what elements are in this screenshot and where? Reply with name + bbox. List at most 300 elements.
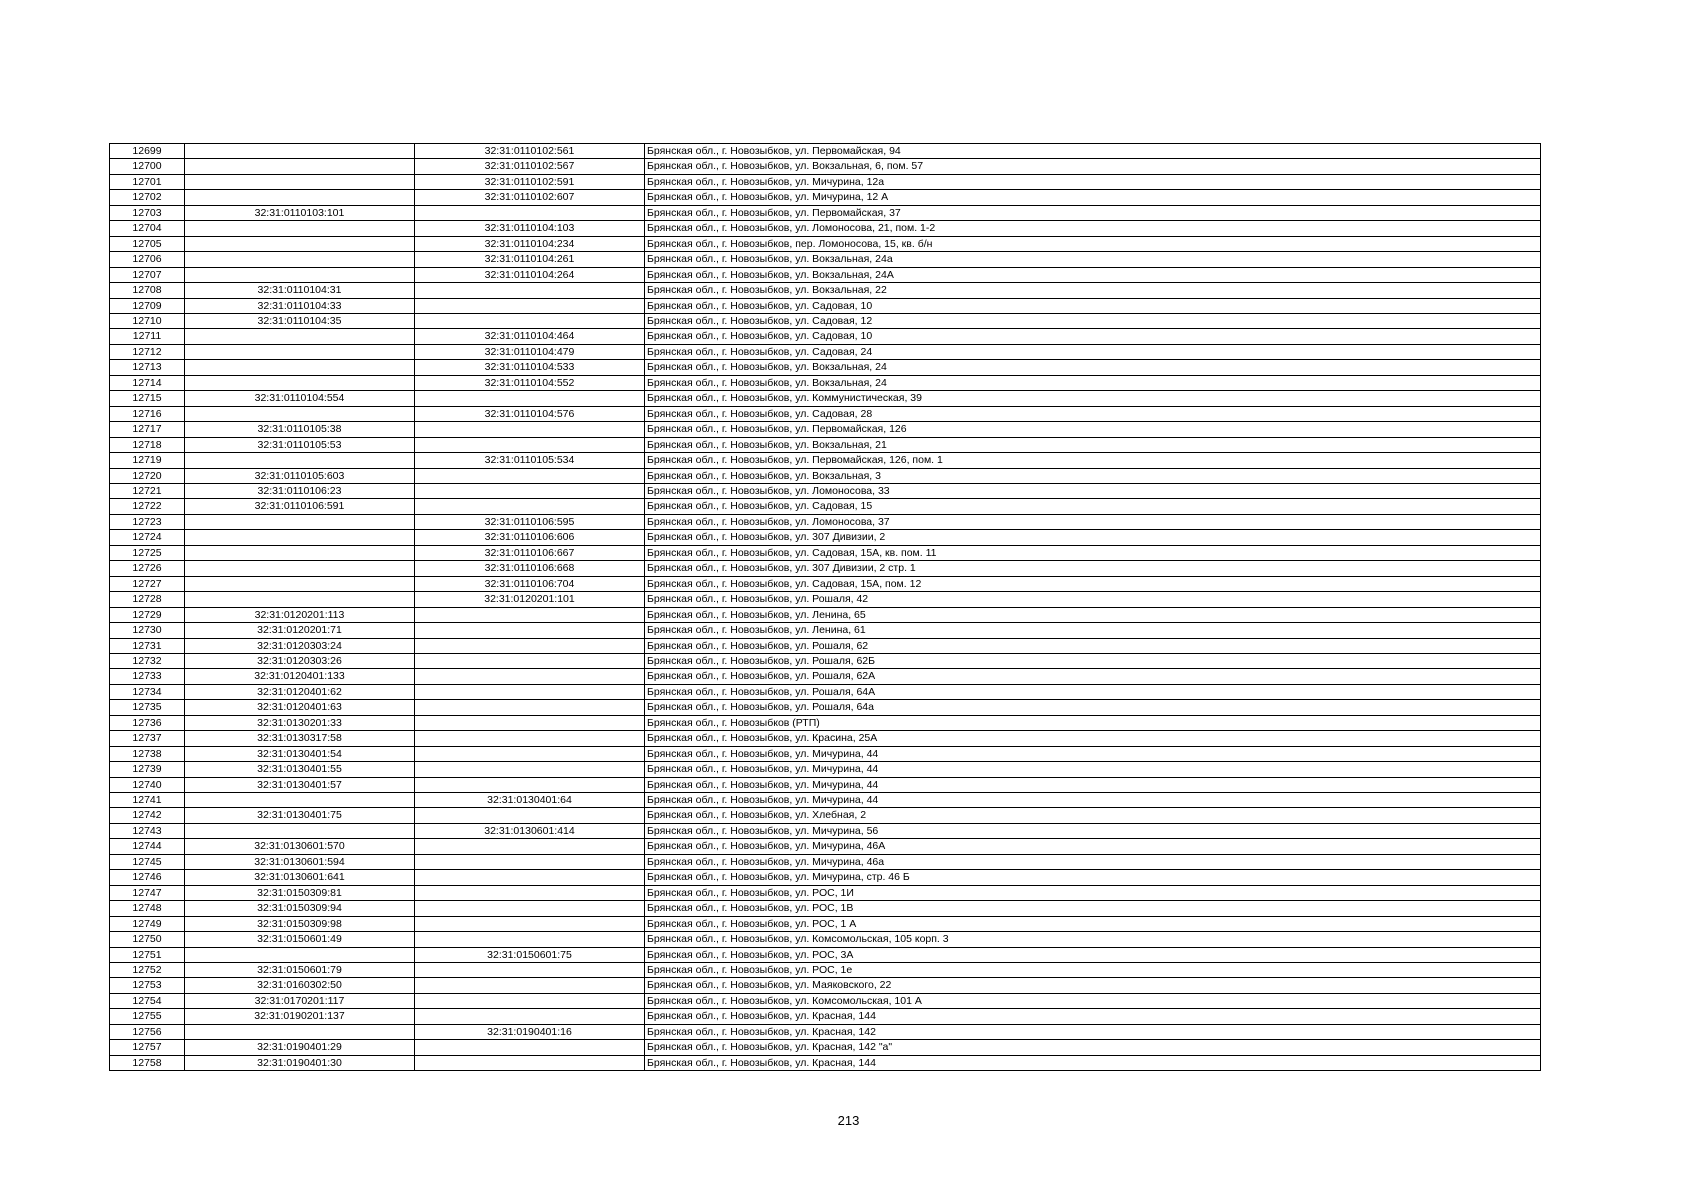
cadastral-number-alt-cell: 32:31:0110104:261 xyxy=(415,252,645,267)
address-cell: Брянская обл., г. Новозыбков, ул. Садовая, 24 xyxy=(645,344,1541,359)
table-row xyxy=(110,885,1541,900)
row-number-cell: 12751 xyxy=(110,947,185,962)
address-cell: Брянская обл., г. Новозыбков, ул. Садовая, 15А, кв. пом. 11 xyxy=(645,545,1541,560)
cadastral-number-alt-cell: 32:31:0110102:561 xyxy=(415,144,645,159)
table-row xyxy=(110,267,1541,282)
table-row xyxy=(110,793,1541,808)
cadastral-number-cell xyxy=(185,329,415,344)
row-number-cell: 12746 xyxy=(110,870,185,885)
address-cell: Брянская обл., г. Новозыбков (РТП) xyxy=(645,715,1541,730)
cadastral-number-alt-cell: 32:31:0110104:552 xyxy=(415,375,645,390)
table-row xyxy=(110,453,1541,468)
row-number-cell: 12704 xyxy=(110,221,185,236)
cadastral-number-alt-cell xyxy=(415,1009,645,1024)
address-cell: Брянская обл., г. Новозыбков, ул. Садовая, 28 xyxy=(645,406,1541,421)
row-number-cell: 12757 xyxy=(110,1040,185,1055)
table-row xyxy=(110,1055,1541,1070)
table-row xyxy=(110,715,1541,730)
address-cell: Брянская обл., г. Новозыбков, ул. Первомайская, 94 xyxy=(645,144,1541,159)
cadastral-number-alt-cell: 32:31:0110104:464 xyxy=(415,329,645,344)
cadastral-number-cell: 32:31:0110104:31 xyxy=(185,283,415,298)
address-cell: Брянская обл., г. Новозыбков, ул. Вокзальная, 24 xyxy=(645,375,1541,390)
address-cell: Брянская обл., г. Новозыбков, ул. Первомайская, 126, пом. 1 xyxy=(645,453,1541,468)
table-row xyxy=(110,684,1541,699)
cadastral-number-cell: 32:31:0120401:62 xyxy=(185,684,415,699)
address-cell: Брянская обл., г. Новозыбков, ул. Мичурина, 46а xyxy=(645,854,1541,869)
row-number-cell: 12726 xyxy=(110,561,185,576)
address-cell: Брянская обл., г. Новозыбков, ул. Мичурина, 44 xyxy=(645,777,1541,792)
address-cell: Брянская обл., г. Новозыбков, ул. Красная, 144 xyxy=(645,1055,1541,1070)
cadastral-number-alt-cell: 32:31:0110104:533 xyxy=(415,360,645,375)
address-cell: Брянская обл., г. Новозыбков, ул. Красная, 142 "а" xyxy=(645,1040,1541,1055)
cadastral-number-alt-cell xyxy=(415,283,645,298)
address-cell: Брянская обл., г. Новозыбков, ул. Мичурина, 44 xyxy=(645,793,1541,808)
address-cell: Брянская обл., г. Новозыбков, ул. Мичурина, 12 А xyxy=(645,190,1541,205)
row-number-cell: 12714 xyxy=(110,375,185,390)
address-cell: Брянская обл., г. Новозыбков, ул. Красная, 144 xyxy=(645,1009,1541,1024)
row-number-cell: 12707 xyxy=(110,267,185,282)
address-cell: Брянская обл., г. Новозыбков, ул. РОС, 1е xyxy=(645,963,1541,978)
cadastral-number-cell xyxy=(185,576,415,591)
address-cell: Брянская обл., г. Новозыбков, ул. Ломоносова, 33 xyxy=(645,483,1541,498)
table-row xyxy=(110,159,1541,174)
cadastral-number-cell: 32:31:0120401:63 xyxy=(185,700,415,715)
row-number-cell: 12705 xyxy=(110,236,185,251)
table-row xyxy=(110,576,1541,591)
table-row xyxy=(110,205,1541,220)
cadastral-number-cell: 32:31:0130401:54 xyxy=(185,746,415,761)
cadastral-number-alt-cell xyxy=(415,700,645,715)
table-row xyxy=(110,993,1541,1008)
address-cell: Брянская обл., г. Новозыбков, ул. Мичурина, 56 xyxy=(645,823,1541,838)
cadastral-number-cell: 32:31:0150309:98 xyxy=(185,916,415,931)
table-row xyxy=(110,298,1541,313)
cadastral-number-alt-cell xyxy=(415,731,645,746)
row-number-cell: 12702 xyxy=(110,190,185,205)
cadastral-number-cell xyxy=(185,793,415,808)
address-cell: Брянская обл., г. Новозыбков, ул. Рошаля, 42 xyxy=(645,592,1541,607)
cadastral-number-cell: 32:31:0110105:38 xyxy=(185,422,415,437)
cadastral-number-alt-cell xyxy=(415,870,645,885)
row-number-cell: 12749 xyxy=(110,916,185,931)
cadastral-number-cell: 32:31:0160302:50 xyxy=(185,978,415,993)
cadastral-number-alt-cell xyxy=(415,885,645,900)
table-row xyxy=(110,174,1541,189)
cadastral-number-alt-cell xyxy=(415,422,645,437)
row-number-cell: 12711 xyxy=(110,329,185,344)
row-number-cell: 12724 xyxy=(110,530,185,545)
table-row xyxy=(110,592,1541,607)
cadastral-number-cell: 32:31:0130401:75 xyxy=(185,808,415,823)
cadastral-number-cell: 32:31:0130401:57 xyxy=(185,777,415,792)
row-number-cell: 12727 xyxy=(110,576,185,591)
cadastral-number-alt-cell xyxy=(415,468,645,483)
row-number-cell: 12738 xyxy=(110,746,185,761)
row-number-cell: 12742 xyxy=(110,808,185,823)
address-cell: Брянская обл., г. Новозыбков, ул. Мичурина, 44 xyxy=(645,762,1541,777)
table-row xyxy=(110,901,1541,916)
row-number-cell: 12720 xyxy=(110,468,185,483)
address-cell: Брянская обл., г. Новозыбков, ул. Садовая, 15 xyxy=(645,499,1541,514)
cadastral-number-alt-cell xyxy=(415,854,645,869)
table-row xyxy=(110,1024,1541,1039)
table-row xyxy=(110,947,1541,962)
row-number-cell: 12743 xyxy=(110,823,185,838)
cadastral-number-cell xyxy=(185,221,415,236)
row-number-cell: 12754 xyxy=(110,993,185,1008)
cadastral-number-alt-cell: 32:31:0190401:16 xyxy=(415,1024,645,1039)
address-cell: Брянская обл., г. Новозыбков, ул. РОС, 1В xyxy=(645,901,1541,916)
cadastral-number-alt-cell: 32:31:0120201:101 xyxy=(415,592,645,607)
cadastral-number-cell: 32:31:0150309:94 xyxy=(185,901,415,916)
cadastral-number-alt-cell xyxy=(415,839,645,854)
address-cell: Брянская обл., г. Новозыбков, ул. Первомайская, 37 xyxy=(645,205,1541,220)
cadastral-number-cell: 32:31:0120303:26 xyxy=(185,653,415,668)
table-row xyxy=(110,190,1541,205)
address-cell: Брянская обл., г. Новозыбков, ул. Мичурина, 44 xyxy=(645,746,1541,761)
address-cell: Брянская обл., г. Новозыбков, ул. Мичурина, стр. 46 Б xyxy=(645,870,1541,885)
cadastral-number-cell: 32:31:0170201:117 xyxy=(185,993,415,1008)
cadastral-number-cell: 32:31:0110106:591 xyxy=(185,499,415,514)
row-number-cell: 12719 xyxy=(110,453,185,468)
row-number-cell: 12748 xyxy=(110,901,185,916)
row-number-cell: 12753 xyxy=(110,978,185,993)
table-row xyxy=(110,483,1541,498)
table-row xyxy=(110,700,1541,715)
table-row xyxy=(110,468,1541,483)
address-cell: Брянская обл., г. Новозыбков, ул. Садовая, 12 xyxy=(645,313,1541,328)
row-number-cell: 12741 xyxy=(110,793,185,808)
table-row xyxy=(110,1040,1541,1055)
cadastral-number-cell: 32:31:0190201:137 xyxy=(185,1009,415,1024)
cadastral-number-cell: 32:31:0190401:30 xyxy=(185,1055,415,1070)
cadastral-number-cell: 32:31:0110104:35 xyxy=(185,313,415,328)
address-cell: Брянская обл., г. Новозыбков, ул. Вокзальная, 24А xyxy=(645,267,1541,282)
cadastral-number-cell xyxy=(185,406,415,421)
row-number-cell: 12722 xyxy=(110,499,185,514)
cadastral-number-cell: 32:31:0110106:23 xyxy=(185,483,415,498)
cadastral-number-cell: 32:31:0190401:29 xyxy=(185,1040,415,1055)
address-cell: Брянская обл., г. Новозыбков, ул. Рошаля, 64А xyxy=(645,684,1541,699)
table-row xyxy=(110,283,1541,298)
address-cell: Брянская обл., г. Новозыбков, ул. Ломоносова, 37 xyxy=(645,514,1541,529)
row-number-cell: 12736 xyxy=(110,715,185,730)
row-number-cell: 12737 xyxy=(110,731,185,746)
row-number-cell: 12699 xyxy=(110,144,185,159)
cadastral-number-cell: 32:31:0150601:49 xyxy=(185,932,415,947)
cadastral-number-alt-cell xyxy=(415,669,645,684)
row-number-cell: 12712 xyxy=(110,344,185,359)
cadastral-number-cell xyxy=(185,530,415,545)
address-cell: Брянская обл., г. Новозыбков, ул. Хлебная, 2 xyxy=(645,808,1541,823)
cadastral-number-cell xyxy=(185,190,415,205)
cadastral-number-alt-cell xyxy=(415,777,645,792)
address-cell: Брянская обл., г. Новозыбков, ул. РОС, 3А xyxy=(645,947,1541,962)
row-number-cell: 12728 xyxy=(110,592,185,607)
cadastral-number-cell xyxy=(185,947,415,962)
cadastral-number-alt-cell: 32:31:0110102:567 xyxy=(415,159,645,174)
table-row xyxy=(110,406,1541,421)
table-row xyxy=(110,561,1541,576)
table-row xyxy=(110,499,1541,514)
address-cell: Брянская обл., г. Новозыбков, ул. Вокзальная, 22 xyxy=(645,283,1541,298)
address-cell: Брянская обл., г. Новозыбков, ул. Ленина, 61 xyxy=(645,623,1541,638)
address-cell: Брянская обл., г. Новозыбков, ул. 307 Дивизии, 2 xyxy=(645,530,1541,545)
table-row xyxy=(110,313,1541,328)
row-number-cell: 12700 xyxy=(110,159,185,174)
table-row xyxy=(110,823,1541,838)
address-cell: Брянская обл., г. Новозыбков, ул. Мичурина, 46А xyxy=(645,839,1541,854)
cadastral-number-alt-cell xyxy=(415,684,645,699)
table-row xyxy=(110,422,1541,437)
cadastral-number-cell xyxy=(185,360,415,375)
cadastral-number-alt-cell: 32:31:0110102:607 xyxy=(415,190,645,205)
cadastral-number-cell: 32:31:0130317:58 xyxy=(185,731,415,746)
row-number-cell: 12716 xyxy=(110,406,185,421)
address-cell: Брянская обл., г. Новозыбков, ул. Ломоносова, 21, пом. 1-2 xyxy=(645,221,1541,236)
row-number-cell: 12735 xyxy=(110,700,185,715)
cadastral-number-alt-cell xyxy=(415,483,645,498)
address-cell: Брянская обл., г. Новозыбков, ул. Красина, 25А xyxy=(645,731,1541,746)
table-row xyxy=(110,329,1541,344)
cadastral-number-cell xyxy=(185,823,415,838)
row-number-cell: 12701 xyxy=(110,174,185,189)
table-row xyxy=(110,623,1541,638)
cadastral-number-cell xyxy=(185,545,415,560)
table-row xyxy=(110,391,1541,406)
cadastral-number-cell xyxy=(185,144,415,159)
row-number-cell: 12733 xyxy=(110,669,185,684)
row-number-cell: 12718 xyxy=(110,437,185,452)
table-row xyxy=(110,344,1541,359)
cadastral-number-cell: 32:31:0110105:53 xyxy=(185,437,415,452)
row-number-cell: 12731 xyxy=(110,638,185,653)
cadastral-number-cell xyxy=(185,592,415,607)
row-number-cell: 12709 xyxy=(110,298,185,313)
address-cell: Брянская обл., г. Новозыбков, ул. 307 Дивизии, 2 стр. 1 xyxy=(645,561,1541,576)
table-row xyxy=(110,252,1541,267)
cadastral-number-cell xyxy=(185,159,415,174)
row-number-cell: 12750 xyxy=(110,932,185,947)
row-number-cell: 12756 xyxy=(110,1024,185,1039)
table-row xyxy=(110,839,1541,854)
address-cell: Брянская обл., г. Новозыбков, ул. Рошаля, 62Б xyxy=(645,653,1541,668)
table-row xyxy=(110,360,1541,375)
address-cell: Брянская обл., г. Новозыбков, ул. Рошаля, 62А xyxy=(645,669,1541,684)
address-cell: Брянская обл., г. Новозыбков, ул. РОС, 1И xyxy=(645,885,1541,900)
cadastral-number-cell xyxy=(185,514,415,529)
row-number-cell: 12734 xyxy=(110,684,185,699)
cadastral-number-alt-cell: 32:31:0110102:591 xyxy=(415,174,645,189)
row-number-cell: 12745 xyxy=(110,854,185,869)
table-row xyxy=(110,638,1541,653)
cadastral-number-alt-cell xyxy=(415,607,645,622)
page-number: 213 xyxy=(837,1113,860,1128)
table-row xyxy=(110,854,1541,869)
cadastral-number-alt-cell: 32:31:0110106:667 xyxy=(415,545,645,560)
cadastral-number-alt-cell xyxy=(415,437,645,452)
cadastral-number-alt-cell xyxy=(415,298,645,313)
cadastral-number-alt-cell xyxy=(415,623,645,638)
table-row xyxy=(110,731,1541,746)
cadastral-number-alt-cell: 32:31:0110106:668 xyxy=(415,561,645,576)
address-cell: Брянская обл., г. Новозыбков, пер. Ломоносова, 15, кв. б/н xyxy=(645,236,1541,251)
table-row xyxy=(110,669,1541,684)
row-number-cell: 12730 xyxy=(110,623,185,638)
cadastral-number-alt-cell xyxy=(415,963,645,978)
registry-table-body xyxy=(110,144,1541,1071)
table-row xyxy=(110,808,1541,823)
row-number-cell: 12723 xyxy=(110,514,185,529)
table-row xyxy=(110,236,1541,251)
cadastral-number-alt-cell xyxy=(415,499,645,514)
registry-table xyxy=(109,143,1541,1071)
address-cell: Брянская обл., г. Новозыбков, ул. Рошаля, 62 xyxy=(645,638,1541,653)
address-cell: Брянская обл., г. Новозыбков, ул. Мичурина, 12а xyxy=(645,174,1541,189)
row-number-cell: 12740 xyxy=(110,777,185,792)
cadastral-number-alt-cell: 32:31:0150601:75 xyxy=(415,947,645,962)
table-row xyxy=(110,1009,1541,1024)
address-cell: Брянская обл., г. Новозыбков, ул. Комсомольская, 105 корп. 3 xyxy=(645,932,1541,947)
row-number-cell: 12725 xyxy=(110,545,185,560)
cadastral-number-alt-cell: 32:31:0130601:414 xyxy=(415,823,645,838)
table-row xyxy=(110,514,1541,529)
row-number-cell: 12715 xyxy=(110,391,185,406)
cadastral-number-cell xyxy=(185,267,415,282)
cadastral-number-alt-cell: 32:31:0110105:534 xyxy=(415,453,645,468)
cadastral-number-cell xyxy=(185,236,415,251)
cadastral-number-alt-cell xyxy=(415,391,645,406)
cadastral-number-alt-cell xyxy=(415,746,645,761)
table-row xyxy=(110,916,1541,931)
cadastral-number-alt-cell: 32:31:0110104:103 xyxy=(415,221,645,236)
cadastral-number-alt-cell: 32:31:0130401:64 xyxy=(415,793,645,808)
address-cell: Брянская обл., г. Новозыбков, ул. Вокзальная, 3 xyxy=(645,468,1541,483)
address-cell: Брянская обл., г. Новозыбков, ул. Маяковского, 22 xyxy=(645,978,1541,993)
cadastral-number-cell xyxy=(185,1024,415,1039)
address-cell: Брянская обл., г. Новозыбков, ул. Вокзальная, 6, пом. 57 xyxy=(645,159,1541,174)
cadastral-number-cell: 32:31:0110104:554 xyxy=(185,391,415,406)
row-number-cell: 12739 xyxy=(110,762,185,777)
cadastral-number-alt-cell xyxy=(415,1040,645,1055)
cadastral-number-cell: 32:31:0150601:79 xyxy=(185,963,415,978)
table-row xyxy=(110,607,1541,622)
row-number-cell: 12708 xyxy=(110,283,185,298)
cadastral-number-alt-cell xyxy=(415,932,645,947)
row-number-cell: 12717 xyxy=(110,422,185,437)
cadastral-number-alt-cell: 32:31:0110104:479 xyxy=(415,344,645,359)
cadastral-number-alt-cell: 32:31:0110106:704 xyxy=(415,576,645,591)
table-row xyxy=(110,144,1541,159)
address-cell: Брянская обл., г. Новозыбков, ул. Рошаля, 64а xyxy=(645,700,1541,715)
address-cell: Брянская обл., г. Новозыбков, ул. Вокзальная, 24а xyxy=(645,252,1541,267)
table-row xyxy=(110,437,1541,452)
cadastral-number-alt-cell xyxy=(415,901,645,916)
address-cell: Брянская обл., г. Новозыбков, ул. Садовая, 10 xyxy=(645,329,1541,344)
cadastral-number-alt-cell xyxy=(415,313,645,328)
address-cell: Брянская обл., г. Новозыбков, ул. Красная, 142 xyxy=(645,1024,1541,1039)
row-number-cell: 12710 xyxy=(110,313,185,328)
table-row xyxy=(110,870,1541,885)
cadastral-number-alt-cell: 32:31:0110106:606 xyxy=(415,530,645,545)
cadastral-number-alt-cell xyxy=(415,978,645,993)
row-number-cell: 12747 xyxy=(110,885,185,900)
row-number-cell: 12758 xyxy=(110,1055,185,1070)
table-row xyxy=(110,777,1541,792)
cadastral-number-alt-cell xyxy=(415,993,645,1008)
table-row xyxy=(110,932,1541,947)
address-cell: Брянская обл., г. Новозыбков, ул. Садовая, 10 xyxy=(645,298,1541,313)
cadastral-number-alt-cell xyxy=(415,808,645,823)
cadastral-number-cell: 32:31:0120201:71 xyxy=(185,623,415,638)
table-row xyxy=(110,653,1541,668)
row-number-cell: 12744 xyxy=(110,839,185,854)
cadastral-number-cell: 32:31:0130401:55 xyxy=(185,762,415,777)
row-number-cell: 12721 xyxy=(110,483,185,498)
row-number-cell: 12713 xyxy=(110,360,185,375)
table-row xyxy=(110,545,1541,560)
cadastral-number-alt-cell xyxy=(415,762,645,777)
cadastral-number-alt-cell xyxy=(415,715,645,730)
cadastral-number-alt-cell xyxy=(415,638,645,653)
cadastral-number-cell: 32:31:0130201:33 xyxy=(185,715,415,730)
address-cell: Брянская обл., г. Новозыбков, ул. Садовая, 15А, пом. 12 xyxy=(645,576,1541,591)
cadastral-number-alt-cell xyxy=(415,653,645,668)
cadastral-number-alt-cell xyxy=(415,1055,645,1070)
table-row xyxy=(110,978,1541,993)
cadastral-number-cell: 32:31:0130601:594 xyxy=(185,854,415,869)
cadastral-number-cell: 32:31:0130601:570 xyxy=(185,839,415,854)
address-cell: Брянская обл., г. Новозыбков, ул. Вокзальная, 21 xyxy=(645,437,1541,452)
table-row xyxy=(110,762,1541,777)
row-number-cell: 12706 xyxy=(110,252,185,267)
cadastral-number-cell xyxy=(185,453,415,468)
address-cell: Брянская обл., г. Новозыбков, ул. Вокзальная, 24 xyxy=(645,360,1541,375)
cadastral-number-cell: 32:31:0130601:641 xyxy=(185,870,415,885)
cadastral-number-cell xyxy=(185,344,415,359)
address-cell: Брянская обл., г. Новозыбков, ул. Ленина, 65 xyxy=(645,607,1541,622)
cadastral-number-alt-cell xyxy=(415,205,645,220)
cadastral-number-alt-cell: 32:31:0110104:234 xyxy=(415,236,645,251)
cadastral-number-cell: 32:31:0150309:81 xyxy=(185,885,415,900)
cadastral-number-alt-cell: 32:31:0110104:576 xyxy=(415,406,645,421)
address-cell: Брянская обл., г. Новозыбков, ул. РОС, 1 А xyxy=(645,916,1541,931)
address-cell: Брянская обл., г. Новозыбков, ул. Первомайская, 126 xyxy=(645,422,1541,437)
table-row xyxy=(110,963,1541,978)
row-number-cell: 12732 xyxy=(110,653,185,668)
table-row xyxy=(110,375,1541,390)
address-cell: Брянская обл., г. Новозыбков, ул. Коммунистическая, 39 xyxy=(645,391,1541,406)
address-cell: Брянская обл., г. Новозыбков, ул. Комсомольская, 101 А xyxy=(645,993,1541,1008)
cadastral-number-cell: 32:31:0120303:24 xyxy=(185,638,415,653)
table-row xyxy=(110,746,1541,761)
cadastral-number-cell xyxy=(185,252,415,267)
cadastral-number-cell: 32:31:0110104:33 xyxy=(185,298,415,313)
cadastral-number-cell: 32:31:0110103:101 xyxy=(185,205,415,220)
cadastral-number-cell: 32:31:0120401:133 xyxy=(185,669,415,684)
table-row xyxy=(110,221,1541,236)
cadastral-number-cell xyxy=(185,174,415,189)
cadastral-number-cell xyxy=(185,561,415,576)
cadastral-number-cell xyxy=(185,375,415,390)
row-number-cell: 12703 xyxy=(110,205,185,220)
row-number-cell: 12755 xyxy=(110,1009,185,1024)
cadastral-number-cell: 32:31:0120201:113 xyxy=(185,607,415,622)
cadastral-number-alt-cell: 32:31:0110106:595 xyxy=(415,514,645,529)
cadastral-number-cell: 32:31:0110105:603 xyxy=(185,468,415,483)
cadastral-number-alt-cell: 32:31:0110104:264 xyxy=(415,267,645,282)
row-number-cell: 12729 xyxy=(110,607,185,622)
